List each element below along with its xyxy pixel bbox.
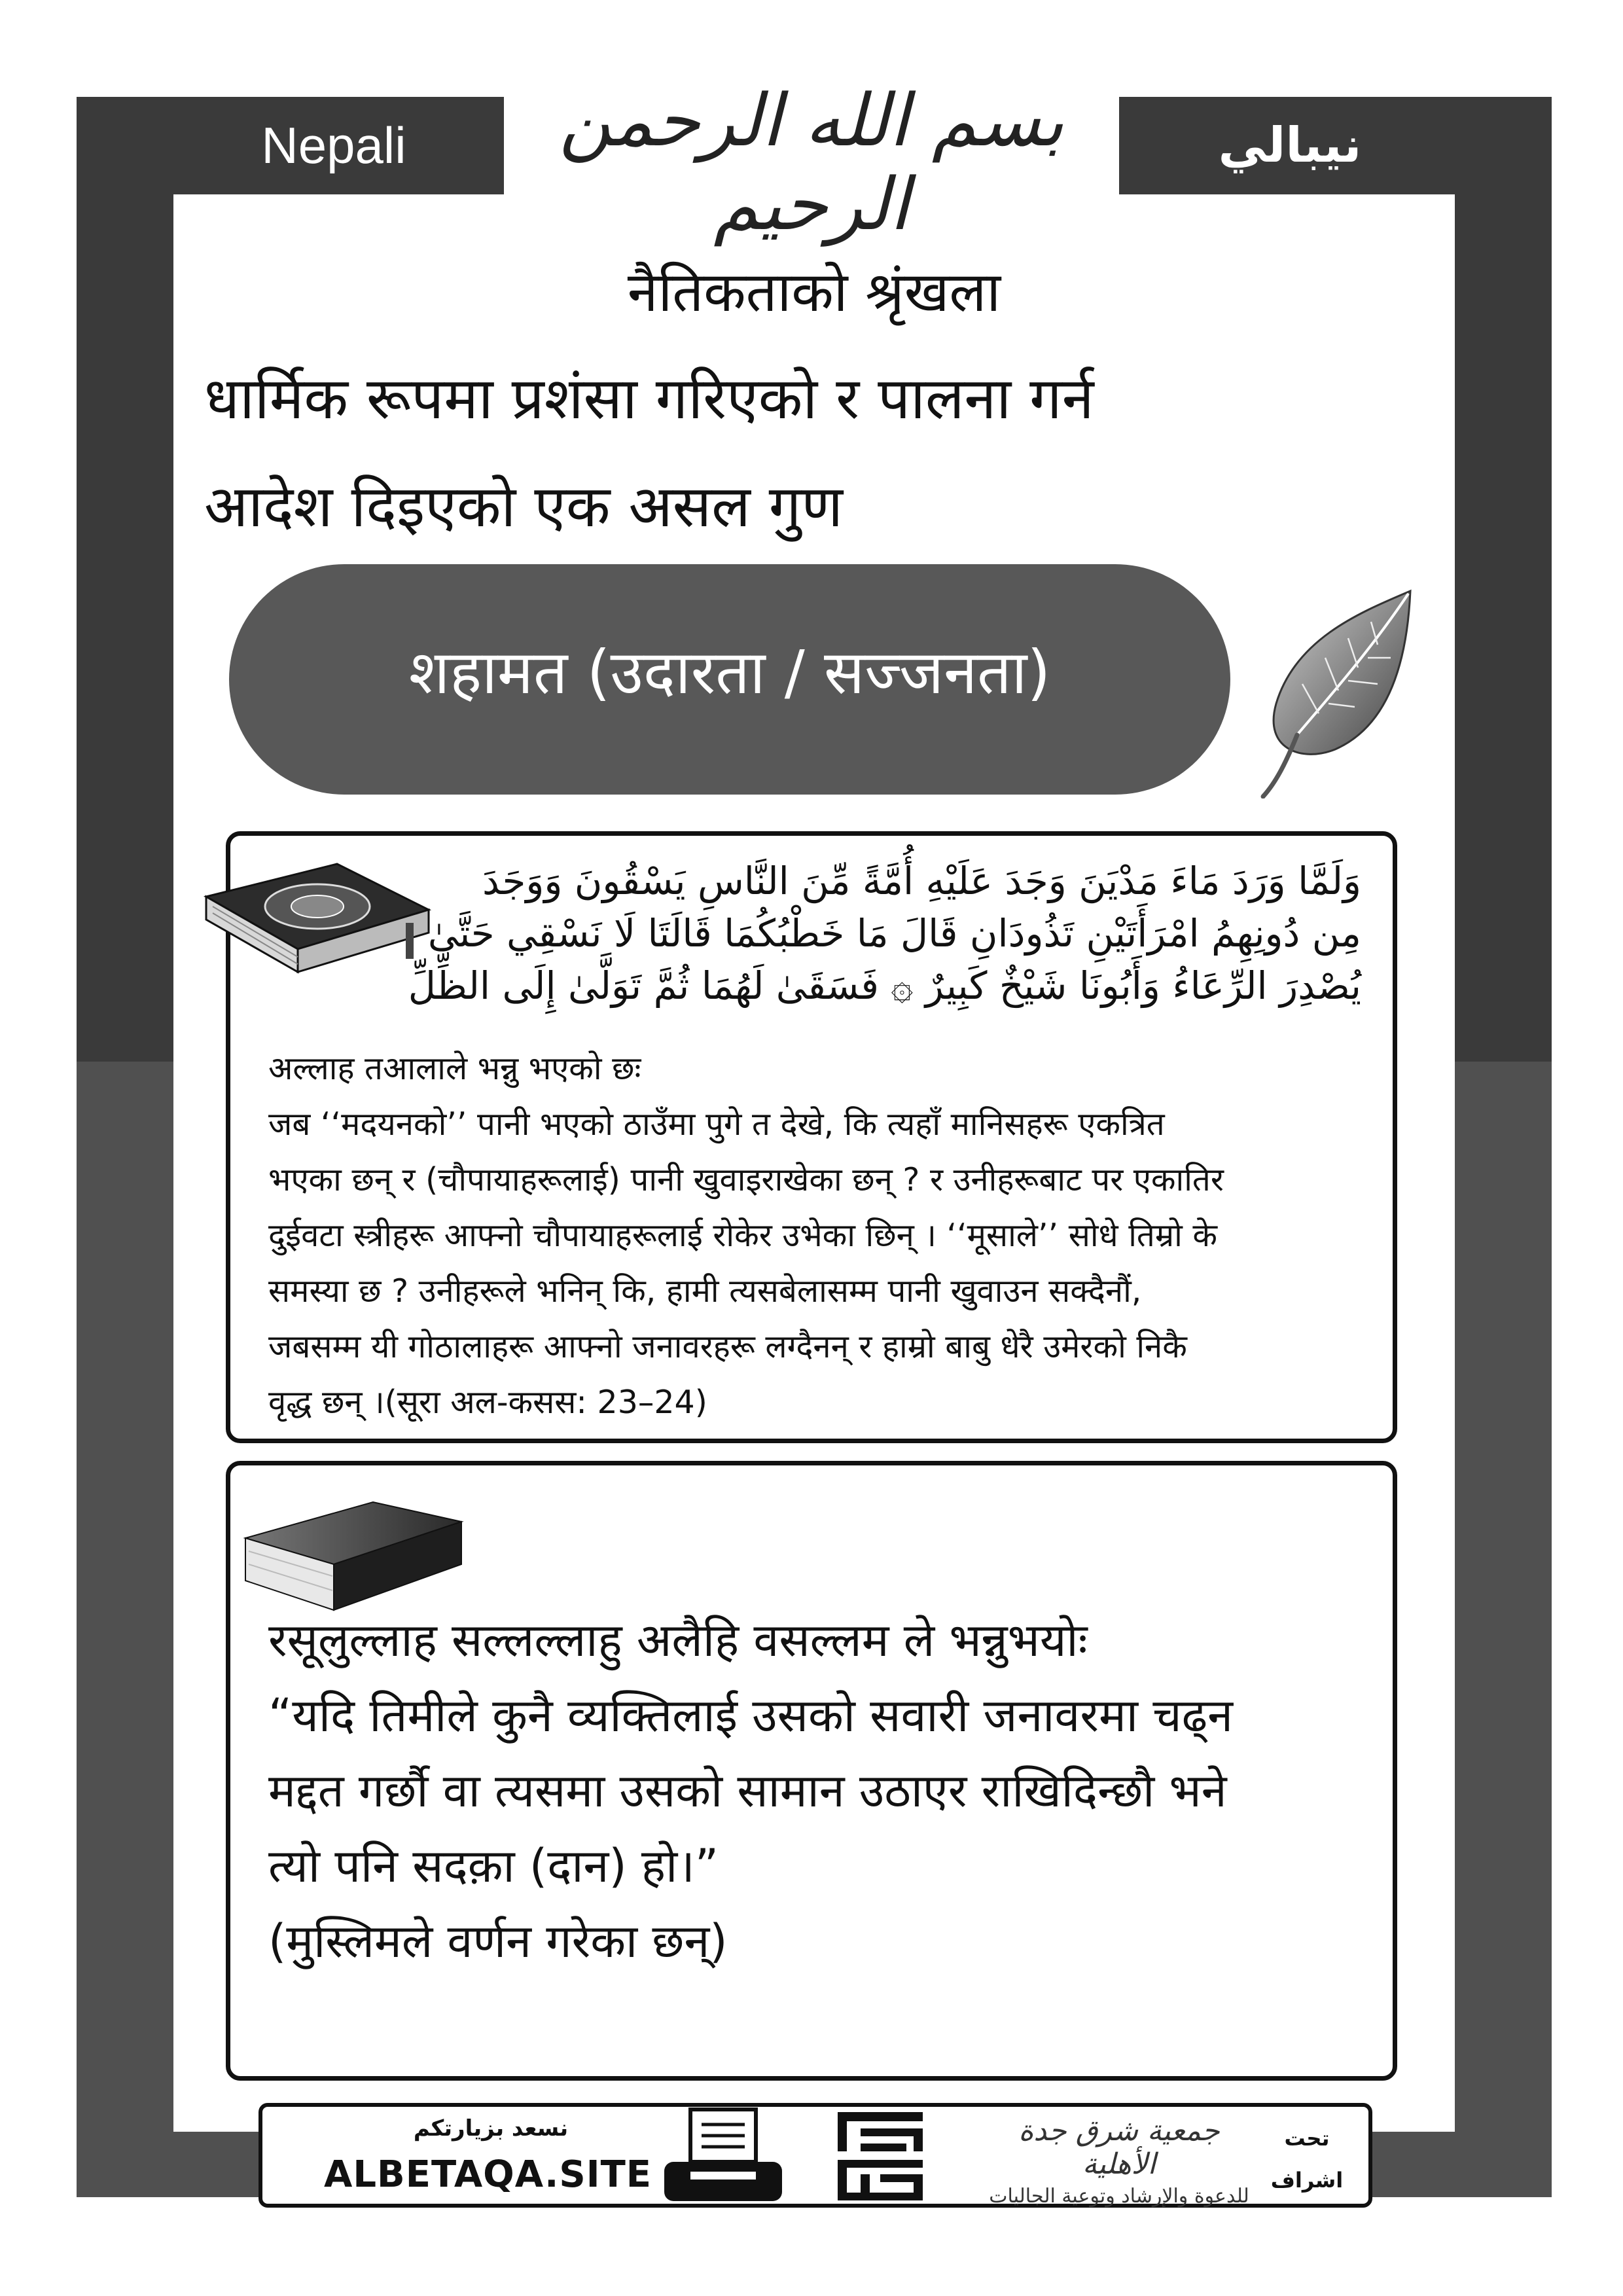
topic-title: शहामत (उदारता / सज्जनता) <box>408 637 1051 708</box>
quran-arabic-line: مِن دُونِهِمُ امْرَأَتَيْنِ تَذُودَانِ قَالَ مَا خَطْبُكُمَا قَالَتَا لَا نَسْقِي حَتَّىٰ <box>427 911 1361 956</box>
quran-icon <box>193 857 435 988</box>
association-name: جمعية شرق جدة الأهلية <box>1018 2114 1220 2181</box>
leaf-icon <box>1257 586 1417 798</box>
visit-text: نسعد بزيارتكم <box>413 2115 569 2142</box>
printer-icon <box>661 2106 785 2204</box>
quran-translation-line: दुईवटा स्त्रीहरू आफ्नो चौपायाहरूलाई रोकेर उभेका छिन् । ‘‘मूसाले’’ सोधे तिम्रो के <box>268 1217 1218 1254</box>
quran-translation-line: वृद्ध छन् ।(सूरा अल-कसस: 23–24) <box>268 1384 707 1421</box>
association-logo <box>985 2114 1253 2208</box>
language-label-ar: نيبالي <box>1130 97 1450 194</box>
quran-translation-line: जबसम्म यी गोठालाहरू आफ्नो जनावरहरू लग्दैनन् र हाम्रो बाबु धेरै उमेरको निकै <box>268 1328 1187 1365</box>
language-label-en: Nepali <box>173 97 494 194</box>
supervision-label-2: اشراف <box>1270 2168 1344 2193</box>
topic-banner <box>229 564 1230 795</box>
hadith-line: मद्दत गर्छौ वा त्यसमा उसको सामान उठाएर राखिदिन्छौ भने <box>268 1764 1227 1818</box>
supervision-label <box>1264 2117 1349 2201</box>
hadith-line: त्यो पनि सदक़ा (दान) हो।” <box>268 1839 719 1893</box>
quran-translation-line: जब ‘‘मदयनको’’ पानी भएको ठाउँमा पुगे त देखे, कि त्यहाँ मानिसहरू एकत्रित <box>268 1105 1165 1143</box>
association-tagline: للدعوة والإرشاد وتوعية الجاليات <box>989 2185 1249 2208</box>
basmala-text: بسم الله الرحمن الرحيم <box>559 79 1064 246</box>
book-icon <box>242 1492 465 1617</box>
quran-translation-line: अल्लाह तआलाले भन्नु भएको छः <box>268 1050 641 1087</box>
subtitle-line-2: आदेश दिइएको एक असल गुण <box>204 473 843 540</box>
subtitle-line-1: धार्मिक रूपमा प्रशंसा गरिएको र पालना गर्न <box>204 365 1094 432</box>
hadith-line: रसूलुल्लाह सल्लल्लाहु अलैहि वसल्लम ले भन्नुभयोः <box>268 1613 1088 1667</box>
basmala-calligraphy <box>504 39 1119 246</box>
series-title: नैतिकताको श्रृंखला <box>627 260 1001 324</box>
dawa-logo <box>834 2109 926 2204</box>
quran-arabic-line: يُصْدِرَ الرِّعَاءُ وَأَبُونَا شَيْخٌ كَبِيرٌ ۞ فَسَقَىٰ لَهُمَا ثُمَّ تَوَلَّىٰ إِلَى الظِّلِّ <box>408 963 1361 1008</box>
supervision-label-1: تحت <box>1284 2126 1330 2151</box>
site-link[interactable]: ALBETAQA.SITE <box>324 2153 652 2196</box>
quran-arabic-line: وَلَمَّا وَرَدَ مَاءَ مَدْيَنَ وَجَدَ عَلَيْهِ أُمَّةً مِّنَ النَّاسِ يَسْقُونَ وَوَجَدَ <box>482 859 1361 903</box>
quran-translation-line: समस्या छ ? उनीहरूले भनिन् कि, हामी त्यसबेलासम्म पानी खुवाउन सक्दैनौं, <box>268 1272 1142 1310</box>
quran-translation-line: भएका छन् र (चौपायाहरूलाई) पानी खुवाइराखेका छन् ? र उनीहरूबाट पर एकातिर <box>268 1161 1224 1198</box>
hadith-line: “यदि तिमीले कुनै व्यक्तिलाई उसको सवारी जनावरमा चढ्न <box>268 1689 1233 1742</box>
hadith-line: (मुस्लिमले वर्णन गरेका छन्) <box>268 1914 728 1968</box>
